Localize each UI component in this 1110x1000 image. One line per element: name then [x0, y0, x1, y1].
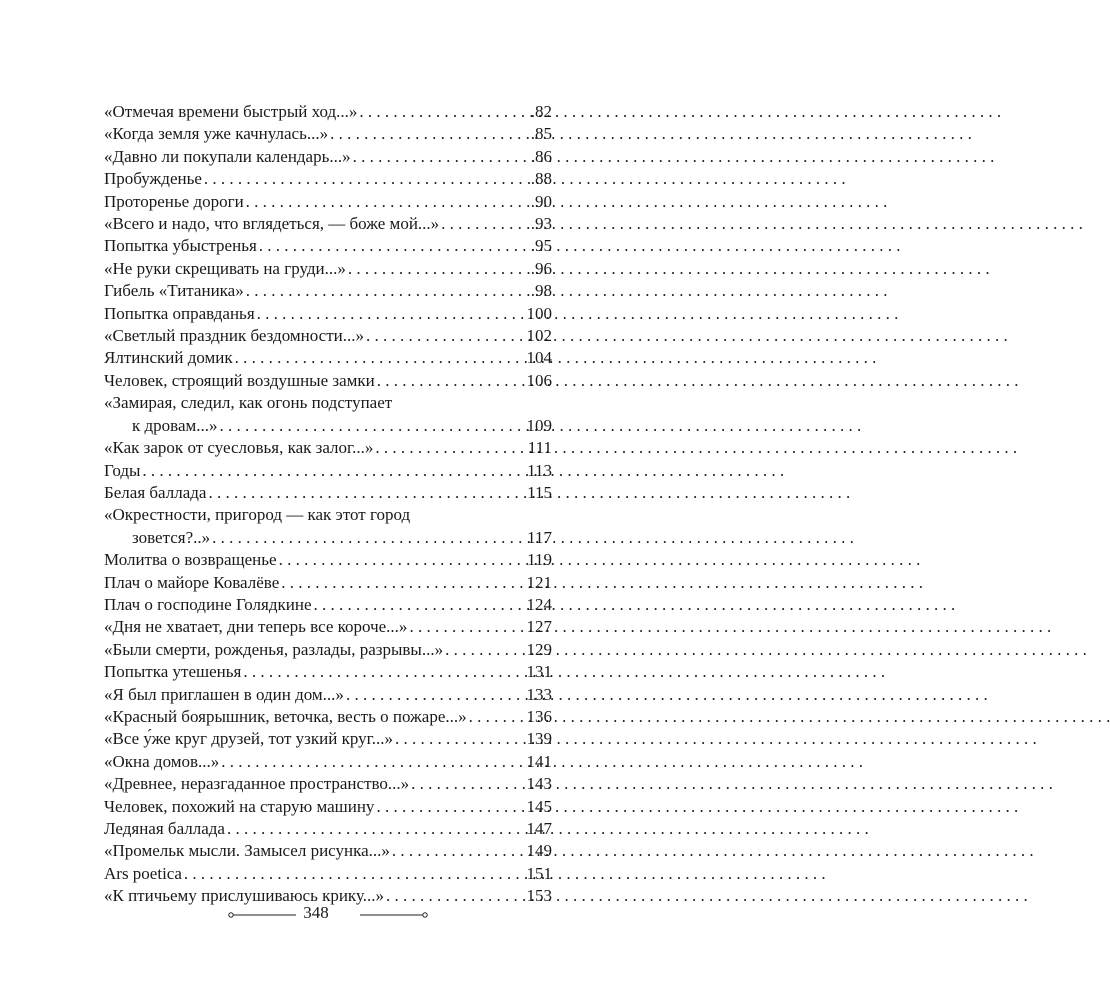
- toc-row: [104, 527, 552, 549]
- toc-title: Пробужденье: [104, 169, 202, 189]
- toc-row: [104, 818, 552, 840]
- toc-entry: [104, 392, 552, 437]
- toc-row: [104, 460, 552, 482]
- toc-entry: [104, 191, 552, 213]
- toc-title: «Красный боярышник, веточка, весть о пожаре...»: [104, 706, 467, 726]
- toc-page-number: 143: [526, 774, 552, 794]
- toc-row: [104, 751, 552, 773]
- toc-row: [104, 280, 552, 302]
- toc-page-number: .90: [530, 191, 552, 211]
- toc-title: «Всего и надо, что вглядеться, — боже мой...»: [104, 214, 440, 234]
- toc-page-number: .96: [530, 258, 552, 278]
- dot-leader: [409, 773, 526, 795]
- toc-title: Молитва о возвращенье: [104, 550, 277, 570]
- toc-title: «К птичьему прислушиваюсь крику...»: [104, 886, 385, 906]
- toc-page-number: 117: [527, 527, 552, 547]
- toc-row: [104, 661, 552, 683]
- dot-leader: [218, 415, 527, 437]
- toc-title: «Окрестности, пригород — как этот город: [104, 505, 411, 525]
- toc-entry: [104, 549, 552, 571]
- toc-page-number: 100: [526, 303, 552, 323]
- toc-entry: [104, 796, 552, 818]
- dot-leader: [344, 684, 527, 706]
- toc-row: [104, 796, 552, 818]
- toc-entry: [104, 616, 552, 638]
- toc-entry: [104, 840, 552, 862]
- dot-leader: [375, 370, 527, 392]
- toc-title: «Промельк мысли. Замысел рисунка...»: [104, 841, 390, 861]
- toc-entry: [104, 146, 552, 168]
- dot-leader: [206, 482, 527, 504]
- toc-entry: [104, 818, 552, 840]
- toc-entry: [104, 101, 552, 123]
- toc-entry: [104, 728, 552, 750]
- left-ornament-rule: [228, 912, 298, 918]
- toc-title: «Светлый праздник бездомности...»: [104, 326, 364, 346]
- dot-leader: [210, 527, 527, 549]
- toc-title: к дровам...»: [132, 415, 218, 435]
- toc-entry: [104, 572, 552, 594]
- dot-leader: [241, 661, 526, 683]
- dot-leader: [393, 728, 527, 750]
- toc-page-number: 131: [526, 662, 552, 682]
- toc-row: [104, 773, 552, 795]
- toc-title: Попытка утешенья: [104, 662, 242, 682]
- toc-title: «Отмечая времени быстрый ход...»: [104, 102, 358, 121]
- toc-entry: [104, 235, 552, 257]
- toc-title: Белая баллада: [104, 482, 207, 502]
- dot-leader: [140, 460, 527, 482]
- dot-leader: [467, 706, 527, 728]
- toc-page-number: 124: [526, 594, 552, 614]
- toc-page-number: 129: [526, 639, 552, 659]
- dot-leader: [182, 863, 527, 885]
- toc-title: «Окна домов...»: [104, 751, 220, 771]
- toc-entry: [104, 347, 552, 369]
- toc-page-number: 127: [526, 617, 552, 637]
- toc-title: Плач о господине Голядкине: [104, 594, 312, 614]
- toc-row: [104, 863, 552, 885]
- right-ornament-rule: [358, 912, 428, 918]
- toc-entry: [104, 751, 552, 773]
- toc-title: «Древнее, неразгаданное пространство...»: [104, 774, 410, 794]
- toc-page-number: 149: [526, 841, 552, 861]
- toc-title: Плач о майоре Ковалёве: [104, 572, 280, 592]
- toc-entry: [104, 706, 552, 728]
- toc-title: зовется?..»: [132, 527, 211, 547]
- toc-page-number: .93: [530, 214, 552, 234]
- toc-row: [104, 415, 552, 437]
- toc-title: «Все у́же круг друзей, тот узкий круг...»: [104, 729, 393, 749]
- toc-row: [104, 168, 552, 190]
- toc-title: «Были смерти, рожденья, разлады, разрывы...»: [104, 639, 444, 659]
- dot-leader: [233, 347, 527, 369]
- toc-page-number: 153: [526, 886, 552, 906]
- toc-row: [104, 616, 552, 638]
- dot-leader: [244, 191, 531, 213]
- toc-row: [104, 728, 552, 750]
- toc-entry: [104, 594, 552, 616]
- toc-row: [104, 840, 552, 862]
- toc-page-number: .95: [530, 236, 552, 256]
- toc-entry: [104, 213, 552, 235]
- dot-leader: [244, 280, 531, 302]
- toc-page-number: 141: [526, 751, 552, 771]
- dot-leader: [312, 594, 527, 616]
- toc-page-number: .85: [530, 124, 552, 144]
- toc-page-number: 151: [526, 863, 552, 883]
- toc-row: [104, 191, 552, 213]
- toc-page-number: 113: [527, 460, 552, 480]
- toc-row: [104, 303, 552, 325]
- toc-row: [104, 639, 552, 661]
- toc-row: [104, 594, 552, 616]
- toc-title: Ледяная баллада: [104, 819, 225, 838]
- toc-row: [104, 549, 552, 571]
- toc-entry: [104, 370, 552, 392]
- toc-row: [104, 572, 552, 594]
- toc-entry: [104, 639, 552, 661]
- toc-title: Человек, похожий на старую машину: [104, 796, 375, 816]
- dot-leader: [373, 437, 527, 459]
- toc-page-number: 119: [527, 550, 552, 570]
- toc-title: Человек, строящий воздушные замки: [104, 370, 375, 390]
- dot-leader: [219, 751, 526, 773]
- dot-leader: [202, 168, 531, 190]
- toc-title: «Как зарок от суесловья, как залог...»: [104, 438, 374, 458]
- toc-page-number: 136: [526, 706, 552, 726]
- dot-leader: [257, 235, 531, 257]
- toc-entry: [104, 460, 552, 482]
- toc-title: «Замирая, следил, как огонь подступает: [104, 393, 393, 413]
- dot-leader: [346, 258, 531, 280]
- toc-page-number: .98: [530, 281, 552, 301]
- dot-leader: [328, 123, 531, 145]
- toc-row: [104, 437, 552, 459]
- dot-leader: [439, 213, 531, 235]
- toc-entry: [104, 168, 552, 190]
- toc-title: Ялтинский домик: [104, 348, 233, 368]
- toc-entry: [104, 773, 552, 795]
- toc-page-number: .86: [530, 146, 552, 166]
- toc-entry: [104, 684, 552, 706]
- toc-title: Попытка убыстренья: [104, 236, 257, 256]
- toc-page-number: 133: [526, 684, 552, 704]
- page-footer: [0, 901, 631, 927]
- toc-row: [104, 392, 552, 414]
- toc-page-number: 115: [527, 482, 552, 502]
- dot-leader: [364, 325, 527, 347]
- toc-entry: [104, 482, 552, 504]
- toc-entry: [104, 325, 552, 347]
- dot-leader: [443, 639, 526, 661]
- toc-page-number: 104: [526, 348, 552, 368]
- toc-row: [104, 325, 552, 347]
- toc-entry: [104, 437, 552, 459]
- toc-row: [104, 370, 552, 392]
- toc-entry: [104, 303, 552, 325]
- toc-entry: [104, 863, 552, 885]
- dot-leader: [374, 796, 526, 818]
- dot-leader: [279, 572, 526, 594]
- toc-row: [104, 123, 552, 145]
- toc-page-number: 139: [526, 729, 552, 749]
- dot-leader: [357, 101, 530, 123]
- toc-row: [104, 258, 552, 280]
- toc-row: [104, 146, 552, 168]
- toc-page-number: .82: [530, 102, 552, 121]
- toc-row: [104, 213, 552, 235]
- dot-leader: [277, 549, 528, 571]
- toc-title: Ars poetica: [104, 863, 182, 883]
- toc-page-number: 121: [526, 572, 552, 592]
- toc-title: Попытка оправданья: [104, 303, 255, 323]
- page-number: 348: [303, 903, 329, 922]
- toc-title: «Когда земля уже качнулась...»: [104, 124, 329, 144]
- toc-row: [104, 706, 552, 728]
- toc-entry: [104, 661, 552, 683]
- toc-page-number: 109: [526, 415, 552, 435]
- toc-page-number: 111: [527, 438, 552, 458]
- toc-page-number: .88: [530, 169, 552, 189]
- toc-row: [104, 482, 552, 504]
- toc-page-number: 106: [526, 370, 552, 390]
- dot-leader: [255, 303, 527, 325]
- toc-page-number: 145: [526, 796, 552, 816]
- toc-row: [104, 347, 552, 369]
- dot-leader: [407, 616, 526, 638]
- toc-title: «Я был приглашен в один дом...»: [104, 684, 344, 704]
- toc-title: «Дня не хватает, дни теперь все короче...»: [104, 617, 408, 637]
- dot-leader: [351, 146, 531, 168]
- toc-entry: [104, 504, 552, 549]
- toc-title: «Давно ли покупали календарь...»: [104, 146, 351, 166]
- toc-entry: [104, 123, 552, 145]
- table-of-contents: [104, 101, 552, 908]
- toc-title: Гибель «Титаника»: [104, 281, 244, 301]
- toc-page-number: 102: [526, 326, 552, 346]
- toc-entry: [104, 280, 552, 302]
- toc-title: «Не руки скрещивать на груди...»: [104, 258, 346, 278]
- toc-title: Годы: [104, 460, 141, 480]
- toc-row: [104, 235, 552, 257]
- toc-row: [104, 504, 552, 526]
- toc-page-number: 147: [526, 819, 552, 838]
- toc-entry: [104, 258, 552, 280]
- toc-row: [104, 101, 552, 123]
- dot-leader: [390, 840, 527, 862]
- toc-title: Проторенье дороги: [104, 191, 244, 211]
- dot-leader: [225, 818, 527, 840]
- toc-row: [104, 684, 552, 706]
